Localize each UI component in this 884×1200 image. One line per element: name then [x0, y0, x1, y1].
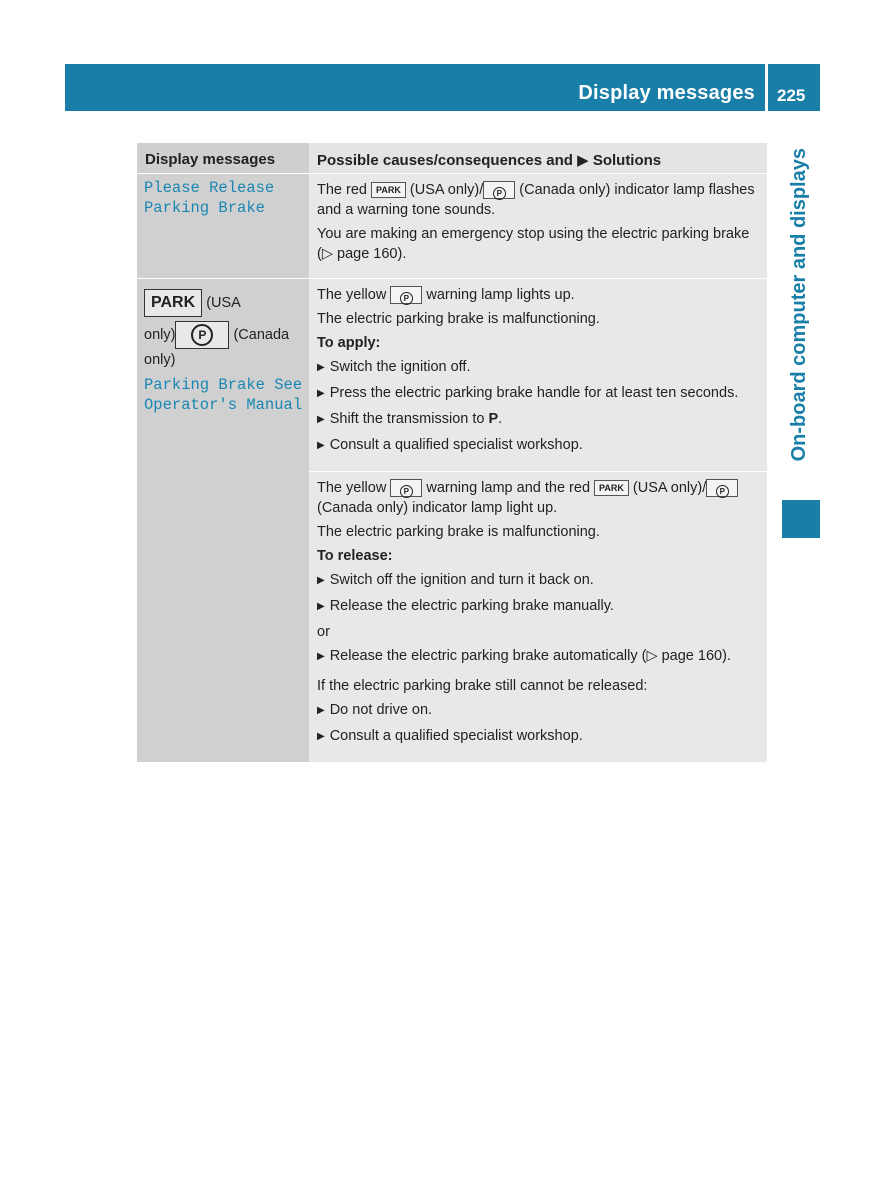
text: P [488, 411, 499, 427]
parking-brake-p-icon: P [390, 286, 422, 304]
park-lamp-icon: PARK [371, 182, 406, 198]
step: ▶ Switch off the ignition and turn it back on. [317, 570, 761, 592]
table-header [137, 143, 767, 174]
page-title: Display messages [578, 82, 755, 104]
step: ▶ Release the electric parking brake automatically (▷ page 160). [317, 646, 761, 668]
parking-brake-p-icon: P [390, 479, 422, 497]
parking-brake-p-icon: P [175, 321, 229, 349]
solution-cell [309, 174, 767, 278]
canada-only-label: (Canada [233, 326, 290, 343]
side-tab [782, 148, 820, 493]
heading-to-release: To release: [317, 548, 393, 564]
or-text: or [317, 624, 330, 640]
park-lamp-icon: PARK [144, 289, 202, 317]
side-marker [782, 500, 820, 538]
messages-table [137, 143, 767, 763]
step: ▶ Consult a qualified specialist workshop. [317, 435, 761, 457]
step: ▶ Press the electric parking brake handle for at least ten seconds. [317, 383, 761, 405]
display-message-line: Please Release [144, 179, 275, 197]
side-tab-label: On-board computer and displays [788, 148, 810, 462]
text: warning lamp lights up. [426, 287, 575, 303]
text: (Canada only) indicator lamp flashes and a warning tone sounds. [317, 182, 755, 218]
table-row [137, 279, 767, 763]
display-message-line: Operator's Manual [144, 396, 303, 414]
paragraph [317, 285, 761, 305]
text: The red [317, 182, 367, 198]
paragraph: The electric parking brake is malfunctioning. [317, 524, 600, 540]
col-header-display-messages: Display messages [137, 143, 309, 173]
col-header-causes-solutions: Possible causes/consequences and ▶ Solutions [317, 152, 662, 169]
solution-block [309, 279, 767, 471]
step: ▶ Do not drive on. [317, 700, 761, 722]
paragraph: If the electric parking brake still cannot be released: [317, 678, 648, 694]
text: (Canada only) indicator lamp light up. [317, 500, 558, 516]
park-lamp-icon: PARK [594, 480, 629, 496]
parking-brake-p-icon: P [483, 181, 515, 199]
solution-block [309, 471, 767, 762]
text: warning lamp and the red [426, 480, 591, 496]
usa-only-label: (USA [206, 295, 241, 311]
page-number-box [768, 64, 820, 111]
text: (USA only)/ [409, 182, 484, 198]
text: . [498, 411, 503, 427]
header-bar [65, 64, 765, 111]
heading-to-apply: To apply: [317, 335, 381, 351]
message-cell [137, 174, 309, 278]
paragraph: You are making an emergency stop using the electric parking brake (▷ page 160). [317, 226, 750, 262]
paragraph [317, 478, 761, 518]
display-message-line: Parking Brake See [144, 376, 303, 394]
table-row [137, 174, 767, 279]
text: Shift the transmission to [329, 411, 485, 427]
solution-cell [309, 279, 767, 762]
parking-brake-p-icon: P [706, 479, 738, 497]
step: ▶ Switch the ignition off. [317, 357, 761, 379]
text: The yellow [317, 480, 387, 496]
text: (USA only)/ [632, 480, 707, 496]
step: ▶ Consult a qualified specialist workshop. [317, 726, 761, 748]
step: ▶ Release the electric parking brake manually. [317, 596, 761, 618]
solution-block [309, 174, 767, 278]
page-number: 225 [777, 86, 806, 105]
display-message-line: Parking Brake [144, 199, 265, 217]
paragraph [317, 180, 761, 220]
step [317, 409, 761, 431]
paragraph: The electric parking brake is malfunctioning. [317, 311, 600, 327]
text: The yellow [317, 287, 387, 303]
only-label: only) [144, 326, 176, 343]
only-label: only) [144, 352, 176, 368]
message-cell [137, 279, 309, 762]
